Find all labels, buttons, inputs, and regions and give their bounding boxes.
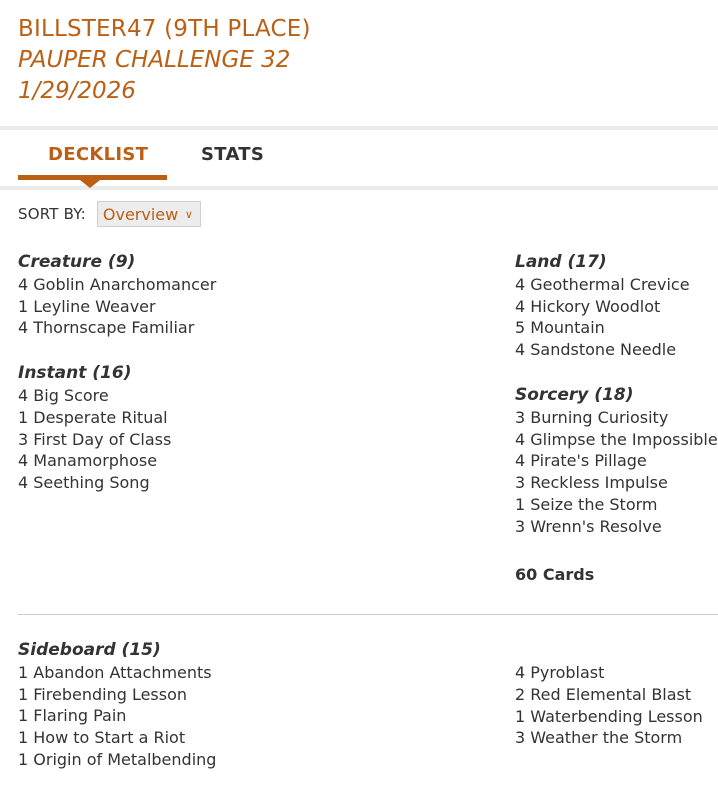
sort-select[interactable]	[97, 201, 201, 227]
sort-control	[18, 200, 201, 228]
sort-selected-value: Overview	[102, 204, 179, 224]
card-entry[interactable]: 4 Glimpse the Impossible	[515, 429, 718, 449]
card-entry[interactable]: 4 Goblin Anarchomancer	[18, 274, 217, 294]
card-group-instant	[18, 363, 216, 494]
tab-stats[interactable]: STATS	[201, 144, 265, 165]
active-tab-pointer-icon	[80, 180, 100, 188]
decklist-right-column	[515, 252, 718, 585]
card-entry[interactable]: 3 Reckless Impulse	[515, 473, 668, 493]
card-entry[interactable]: 1 Seize the Storm	[515, 494, 658, 514]
card-entry[interactable]: 4 Pirate's Pillage	[515, 451, 647, 471]
sideboard-right-column	[515, 662, 703, 749]
card-entry[interactable]: 4 Sandstone Needle	[515, 340, 677, 360]
group-heading: Creature (9)	[18, 252, 136, 272]
group-heading: Land (17)	[515, 252, 607, 272]
tab-decklist[interactable]: DECKLIST	[48, 144, 149, 165]
event-date: 1/29/2026	[18, 78, 136, 104]
card-entry[interactable]: 4 Pyroblast	[515, 663, 605, 682]
player-name: BILLSTER47 (9TH PLACE)	[18, 16, 311, 42]
card-entry[interactable]: 1 Origin of Metalbending	[18, 749, 217, 769]
card-entry[interactable]: 4 Manamorphose	[18, 451, 158, 471]
card-entry[interactable]: 1 How to Start a Riot	[18, 728, 186, 748]
sideboard-left-column	[18, 640, 216, 771]
card-entry[interactable]: 1 Desperate Ritual	[18, 407, 168, 427]
card-entry[interactable]: 3 First Day of Class	[18, 429, 172, 449]
card-entry[interactable]: 1 Flaring Pain	[18, 706, 127, 726]
card-entry[interactable]: 3 Wrenn's Resolve	[515, 516, 662, 536]
card-total: 60 Cards	[515, 564, 595, 584]
card-entry[interactable]: 3 Weather the Storm	[515, 728, 683, 748]
card-entry[interactable]: 1 Abandon Attachments	[18, 662, 212, 682]
decklist-left-column	[18, 252, 216, 518]
card-group-sorcery	[515, 385, 718, 538]
deck-title	[18, 14, 311, 107]
chevron-down-icon: ∨	[184, 207, 193, 221]
card-entry[interactable]: 5 Mountain	[515, 318, 605, 338]
card-entry[interactable]: 4 Seething Song	[18, 473, 150, 493]
tab-bar	[0, 126, 718, 190]
card-entry[interactable]: 4 Geothermal Crevice	[515, 274, 690, 294]
group-heading: Sorcery (18)	[515, 384, 634, 405]
card-entry[interactable]: 1 Firebending Lesson	[18, 684, 188, 704]
card-entry[interactable]: 3 Burning Curiosity	[515, 407, 669, 427]
group-heading: Instant (16)	[18, 363, 132, 384]
card-group-creature	[18, 252, 216, 339]
event-name: PAUPER CHALLENGE 32	[18, 47, 291, 73]
card-group-land	[515, 252, 718, 361]
card-entry[interactable]: 1 Waterbending Lesson	[515, 706, 703, 726]
card-entry[interactable]: 1 Leyline Weaver	[18, 296, 156, 316]
card-entry[interactable]: 4 Thornscape Familiar	[18, 318, 195, 338]
card-entry[interactable]: 2 Red Elemental Blast	[515, 684, 692, 704]
card-entry[interactable]: 4 Big Score	[18, 385, 109, 405]
sideboard-divider	[18, 614, 718, 615]
sort-label: SORT BY:	[18, 205, 86, 223]
sideboard-heading: Sideboard (15)	[18, 640, 161, 660]
card-entry[interactable]: 4 Hickory Woodlot	[515, 296, 661, 316]
